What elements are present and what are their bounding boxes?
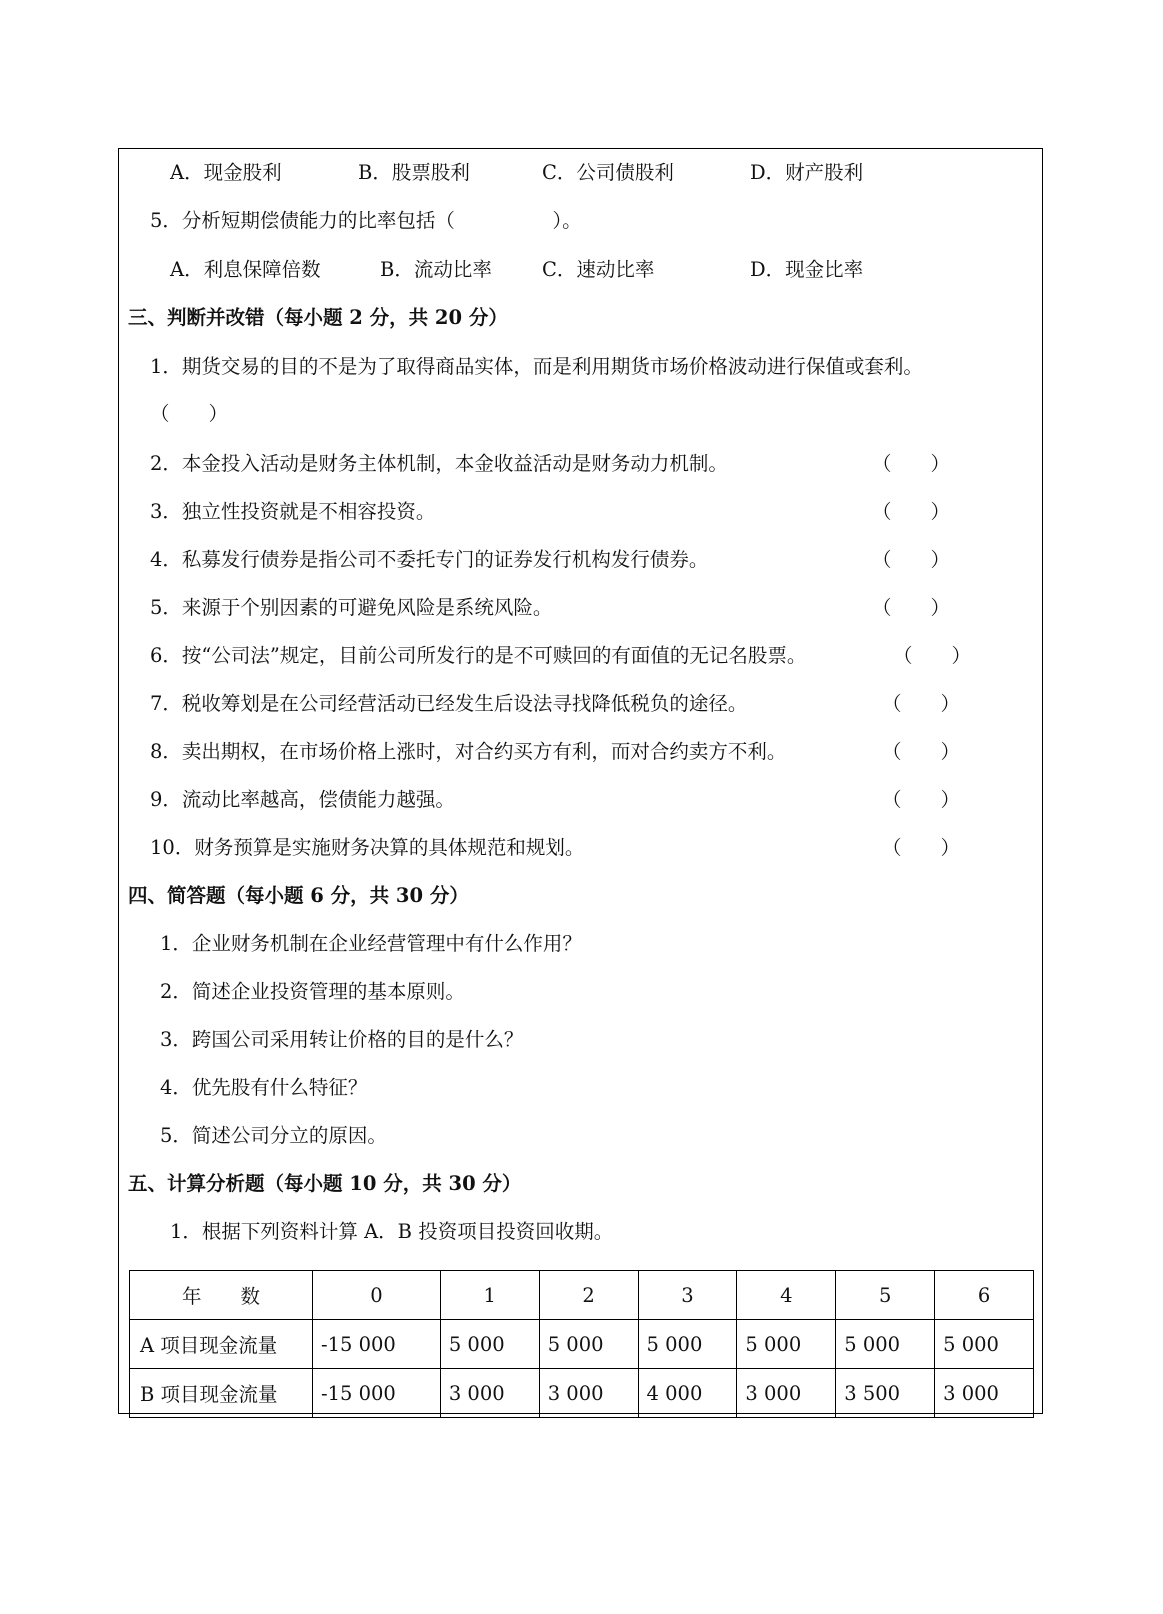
s4-item-4: 4．优先股有什么特征？ — [160, 1076, 368, 1099]
q4-option-a: A．现金股利 — [170, 161, 282, 184]
section4-title: 四、简答题（每小题 6 分，共 30 分） — [128, 884, 469, 907]
table-cell: 3 000 — [935, 1369, 1034, 1418]
table-cell: 3 500 — [836, 1369, 935, 1418]
s4-item-3: 3．跨国公司采用转让价格的目的是什么？ — [160, 1028, 524, 1051]
table-cell: -15 000 — [313, 1369, 441, 1418]
row-label-b: B 项目现金流量 — [130, 1369, 313, 1418]
q5-option-b: B．流动比率 — [380, 258, 492, 281]
q5-stem: 5．分析短期偿债能力的比率包括（ ）。 — [150, 209, 582, 232]
s3-item-4: 4．私募发行债券是指公司不委托专门的证券发行机构发行债券。 — [150, 548, 709, 571]
q4-option-b: B．股票股利 — [358, 161, 470, 184]
table-cell: 4 000 — [638, 1369, 737, 1418]
table-header-year: 3 — [638, 1271, 737, 1320]
s5-question-1: 1．根据下列资料计算 A．B 投资项目投资回收期。 — [170, 1220, 614, 1243]
q4-option-c: C．公司债股利 — [542, 161, 674, 184]
table-row — [130, 1369, 1034, 1418]
s3-item-9: 9．流动比率越高，偿债能力越强。 — [150, 788, 455, 811]
s3-item-10: 10．财务预算是实施财务决算的具体规范和规划。 — [150, 836, 585, 859]
table-cell: 5 000 — [935, 1320, 1034, 1369]
s3-paren-5: （ ） — [872, 596, 951, 619]
section3-title: 三、判断并改错（每小题 2 分，共 20 分） — [128, 306, 508, 329]
s4-item-1: 1．企业财务机制在企业经营管理中有什么作用？ — [160, 932, 582, 955]
q5-option-c: C．速动比率 — [542, 258, 655, 281]
table-header-row — [130, 1271, 1034, 1320]
s3-paren-10: （ ） — [882, 836, 961, 859]
s3-item-8: 8．卖出期权，在市场价格上涨时，对合约买方有利，而对合约卖方不利。 — [150, 740, 787, 763]
table-header-year: 1 — [440, 1271, 539, 1320]
s4-item-5: 5．简述公司分立的原因。 — [160, 1124, 387, 1147]
s3-paren-3: （ ） — [872, 500, 951, 523]
q4-option-d: D．财产股利 — [750, 161, 864, 184]
s3-paren-4: （ ） — [872, 548, 951, 571]
s3-paren-2: （ ） — [872, 452, 951, 475]
cash-flow-table — [129, 1270, 1034, 1418]
table-cell: 5 000 — [638, 1320, 737, 1369]
table-cell: 3 000 — [539, 1369, 638, 1418]
s3-item-7: 7．税收筹划是在公司经营活动已经发生后设法寻找降低税负的途径。 — [150, 692, 748, 715]
table-cell: 5 000 — [440, 1320, 539, 1369]
table-header-year: 0 — [313, 1271, 441, 1320]
s3-item-1: 1．期货交易的目的不是为了取得商品实体，而是利用期货市场价格波动进行保值或套利。 — [150, 355, 923, 378]
s3-item-2: 2．本金投入活动是财务主体机制，本金收益活动是财务动力机制。 — [150, 452, 728, 475]
s3-item-5: 5．来源于个别因素的可避免风险是系统风险。 — [150, 596, 553, 619]
table-header-year-label: 年 数 — [130, 1271, 313, 1320]
s3-paren-8: （ ） — [882, 740, 961, 763]
s3-paren-1: （ ） — [150, 402, 229, 425]
s3-item-3: 3．独立性投资就是不相容投资。 — [150, 500, 436, 523]
q5-option-a: A．利息保障倍数 — [170, 258, 321, 281]
table-cell: 5 000 — [836, 1320, 935, 1369]
s3-paren-7: （ ） — [882, 692, 961, 715]
table-cell: 3 000 — [440, 1369, 539, 1418]
s4-item-2: 2．简述企业投资管理的基本原则。 — [160, 980, 465, 1003]
table-header-year: 4 — [737, 1271, 836, 1320]
q5-option-d: D．现金比率 — [750, 258, 864, 281]
table-cell: 5 000 — [539, 1320, 638, 1369]
table-header-year: 5 — [836, 1271, 935, 1320]
s3-paren-6: （ ） — [893, 644, 972, 667]
table-row — [130, 1320, 1034, 1369]
table-cell: 5 000 — [737, 1320, 836, 1369]
section5-title: 五、计算分析题（每小题 10 分，共 30 分） — [128, 1172, 522, 1195]
table-header-year: 2 — [539, 1271, 638, 1320]
table-cell: -15 000 — [313, 1320, 441, 1369]
table-cell: 3 000 — [737, 1369, 836, 1418]
row-label-a: A 项目现金流量 — [130, 1320, 313, 1369]
table-header-year: 6 — [935, 1271, 1034, 1320]
s3-item-6: 6．按“公司法”规定，目前公司所发行的是不可赎回的有面值的无记名股票。 — [150, 644, 807, 667]
s3-paren-9: （ ） — [882, 788, 961, 811]
